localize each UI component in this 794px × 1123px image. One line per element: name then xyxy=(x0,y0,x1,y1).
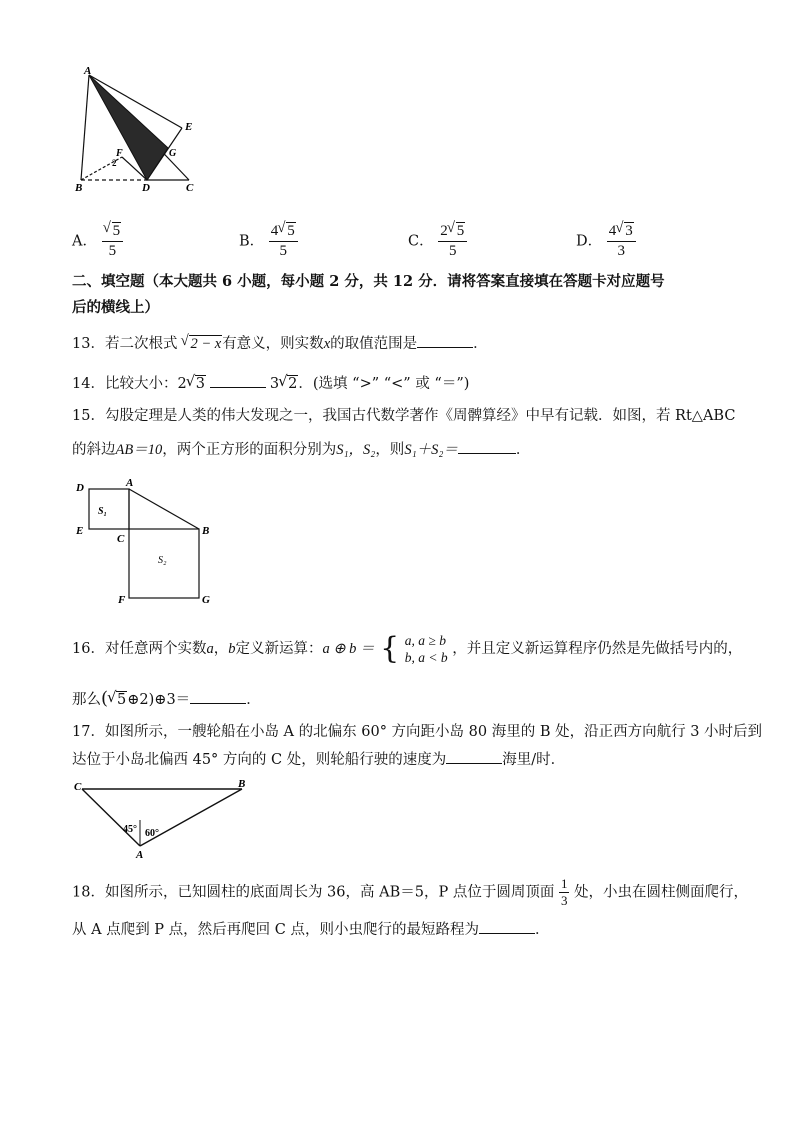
answer-blank-18[interactable] xyxy=(479,918,535,934)
piecewise-cases: a, a ≥ b b, a < b xyxy=(404,633,448,665)
fig15-label-E: E xyxy=(76,525,84,537)
question-15-line2: 的斜边AB＝10，两个正方形的面积分别为S₁，S₂，则S₁＋S₂＝ ． xyxy=(72,438,530,460)
answer-blank-14[interactable] xyxy=(210,372,266,388)
fig17-angle-45: 45° xyxy=(123,824,137,835)
option-a: A． √ $\frac{5}{5}$ xyxy=(72,222,123,261)
fig15-label-G: G xyxy=(202,594,210,606)
answer-blank-16[interactable] xyxy=(190,688,246,704)
question-15-line1: 15．勾股定理是人类的伟大发现之一，我国古代数学著作《周髀算经》中早有记载．如图，若 Rt△ABC xyxy=(72,408,736,424)
question-14: 14．比较大小：2√ 3 3√ 2．(选填 “>” “<” 或 “＝”) xyxy=(72,372,469,394)
fig12-label-D: D xyxy=(142,182,150,194)
fig12-angle-mark: 2 xyxy=(112,158,117,168)
fig12-label-E: E xyxy=(185,121,193,133)
option-c: C． $\frac{2√ 5}{5}$ xyxy=(408,222,467,261)
question-18-line2: 从 A 点爬到 P 点，然后再爬回 C 点，则小虫爬行的最短路程为 ． xyxy=(72,918,549,940)
fig15-label-S2: S₂ xyxy=(158,555,167,566)
fig12-label-C: C xyxy=(186,182,194,194)
fig17-label-B: B xyxy=(238,778,246,790)
question-13: 13．若二次根式√ 2 − x有意义，则实数x的取值范围是 ． xyxy=(72,332,488,354)
fig12-label-A: A xyxy=(84,65,92,77)
question-16-line1: 16．对任意两个实数a，b定义新运算：a ⊕ b ＝ { a, a ≥ b b, a < b ，并且定义新运算程序仍然是先做括号内的， xyxy=(72,631,743,666)
fig15-label-D: D xyxy=(76,482,84,494)
fig12-label-B: B xyxy=(75,182,83,194)
piecewise-brace: { xyxy=(380,631,400,666)
fig15-label-S1: S₁ xyxy=(98,506,108,517)
fig17-angle-60: 60° xyxy=(145,828,159,839)
section-heading-line2: 后的横线上） xyxy=(72,299,159,316)
fig17-label-A: A xyxy=(136,849,144,861)
section-heading-line1: 二、填空题（本大题共 6 小题，每小题 2 分，共 12 分．请将答案直接填在答题卡对应题号 xyxy=(72,273,665,290)
figure-q15 xyxy=(72,476,222,610)
q12-options xyxy=(72,222,722,266)
answer-blank-15[interactable] xyxy=(458,438,516,454)
fig15-label-C: C xyxy=(117,533,125,545)
fraction-one-third: $\frac{1}{3}$ xyxy=(560,876,568,908)
fig15-label-B: B xyxy=(202,525,210,537)
option-b: B． $\frac{4√ 5}{5}$ xyxy=(239,222,298,261)
answer-blank-17[interactable] xyxy=(446,748,502,764)
fig12-label-F: F xyxy=(116,148,123,159)
fig15-label-F: F xyxy=(118,594,126,606)
question-17-line2: 达位于小岛北偏西 45° 方向的 C 处，则轮船行驶的速度为 海里/时． xyxy=(72,748,565,770)
fig17-label-C: C xyxy=(74,781,82,793)
fig12-label-G: G xyxy=(169,148,177,159)
question-16-line2: 那么(√ 5⊕2)⊕3＝ ． xyxy=(72,688,261,710)
fig15-label-A: A xyxy=(126,477,134,489)
figure-q12 xyxy=(70,62,210,197)
question-17-line1: 17．如图所示，一艘轮船在小岛 A 的北偏东 60° 方向距小岛 80 海里的 B 处，沿正西方向航行 3 小时后到 xyxy=(72,724,763,740)
question-18-line1: 18．如图所示，已知圆柱的底面周长为 36，高 AB＝5，P 点位于圆周顶面 $\frac{1}{3}$ 处，小虫在圆柱侧面爬行， xyxy=(72,876,749,908)
option-d: D． $\frac{4√ 3}{3}$ xyxy=(576,222,636,261)
figure-q17 xyxy=(70,778,260,862)
answer-blank-13[interactable] xyxy=(417,332,473,348)
